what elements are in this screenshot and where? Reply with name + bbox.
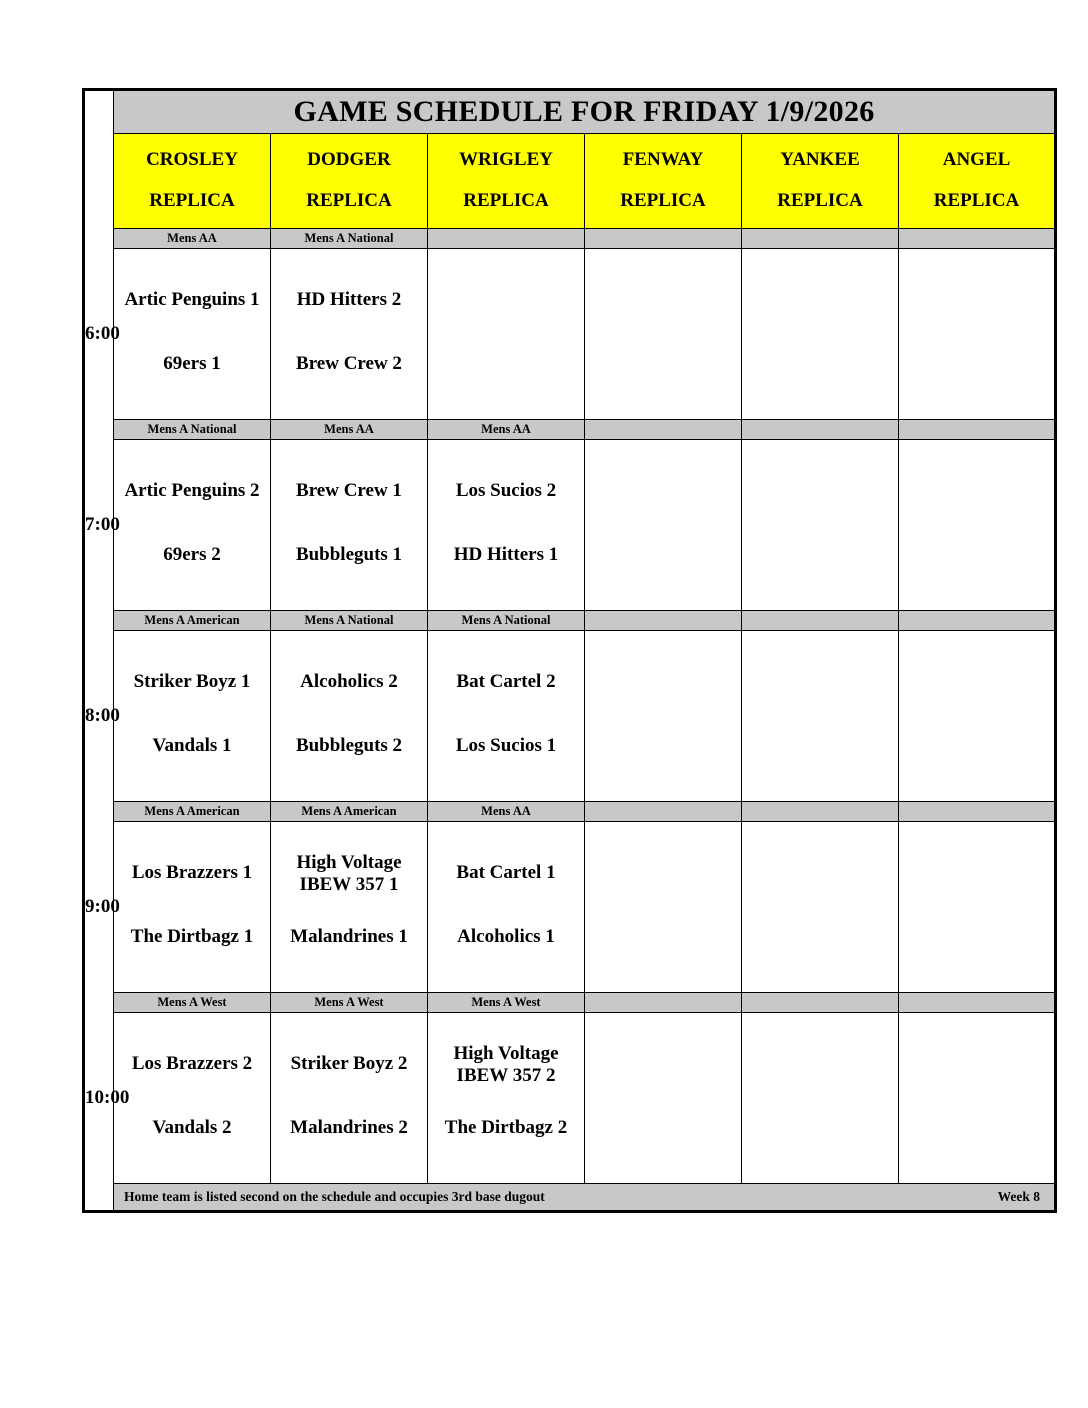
game-cell — [271, 249, 428, 420]
time-label-1000: 10:00 — [84, 1013, 114, 1184]
division-label: Mens AA — [271, 420, 428, 440]
game-cell-empty — [585, 440, 742, 611]
home-team: HD Hitters 1 — [453, 544, 559, 565]
division-label — [899, 611, 1056, 631]
footer-row — [84, 1184, 1056, 1212]
division-label — [585, 420, 742, 440]
home-team: Alcoholics 1 — [457, 926, 555, 947]
game-cell-empty — [585, 631, 742, 802]
division-label: Mens A West — [271, 993, 428, 1013]
game-row-1000 — [84, 1013, 1056, 1184]
division-row-800 — [84, 611, 1056, 631]
game-cell-empty — [899, 822, 1056, 993]
time-label-700: 7:00 — [84, 440, 114, 611]
home-team: 69ers 2 — [163, 544, 221, 565]
time-label-600: 6:00 — [84, 249, 114, 420]
field-sub: REPLICA — [777, 190, 863, 211]
game-row-800 — [84, 631, 1056, 802]
division-label — [428, 229, 585, 249]
home-team: Malandrines 1 — [290, 925, 408, 947]
game-row-700 — [84, 440, 1056, 611]
home-team: Malandrines 2 — [290, 1117, 408, 1138]
division-label — [585, 611, 742, 631]
home-team: 69ers 1 — [163, 353, 221, 374]
division-label — [742, 802, 899, 822]
away-team: Los Brazzers 1 — [131, 862, 253, 883]
division-label: Mens AA — [428, 802, 585, 822]
field-header-angel — [899, 134, 1056, 229]
game-cell — [428, 440, 585, 611]
game-cell-empty — [899, 249, 1056, 420]
field-sub: REPLICA — [620, 190, 706, 211]
division-label: Mens A American — [114, 611, 271, 631]
away-team: HD Hitters 2 — [296, 289, 402, 310]
away-team: Los Brazzers 2 — [131, 1053, 253, 1074]
page-title: GAME SCHEDULE FOR FRIDAY 1/9/2026 — [114, 90, 1056, 134]
game-cell-empty — [742, 822, 899, 993]
schedule-footer — [114, 1184, 1056, 1212]
field-header-crosley — [114, 134, 271, 229]
division-row-corner — [84, 420, 114, 440]
division-row-corner — [84, 611, 114, 631]
game-cell-empty — [899, 631, 1056, 802]
game-cell-empty — [428, 249, 585, 420]
division-label — [585, 802, 742, 822]
away-team: Bat Cartel 1 — [456, 862, 556, 883]
division-label — [585, 229, 742, 249]
field-header-wrigley — [428, 134, 585, 229]
away-team: Bat Cartel 2 — [456, 671, 556, 692]
game-cell — [114, 440, 271, 611]
division-label — [899, 420, 1056, 440]
game-schedule-table — [82, 88, 1057, 1213]
away-team: Alcoholics 2 — [300, 671, 398, 692]
game-cell-empty — [585, 1013, 742, 1184]
away-team: Artic Penguins 2 — [124, 480, 260, 501]
division-label: Mens A National — [271, 229, 428, 249]
title-row — [84, 90, 1056, 134]
home-team: Vandals 1 — [152, 735, 232, 756]
game-cell-empty — [585, 822, 742, 993]
field-sub: REPLICA — [306, 190, 392, 211]
division-row-corner — [84, 993, 114, 1013]
division-label — [899, 993, 1056, 1013]
home-team: Bubbleguts 2 — [295, 735, 403, 756]
field-name: CROSLEY — [146, 149, 238, 171]
game-cell — [271, 631, 428, 802]
field-header-row — [84, 134, 1056, 229]
away-team: High Voltage IBEW 357 2 — [453, 1043, 559, 1086]
title-row-corner — [84, 90, 114, 134]
division-label: Mens A American — [114, 802, 271, 822]
division-label: Mens AA — [428, 420, 585, 440]
away-team: Brew Crew 1 — [296, 480, 402, 501]
division-label: Mens AA — [114, 229, 271, 249]
game-cell — [114, 631, 271, 802]
field-name: DODGER — [307, 149, 391, 171]
home-team: The Dirtbagz 1 — [130, 926, 254, 947]
game-cell — [428, 1013, 585, 1184]
away-team: Striker Boyz 2 — [290, 1053, 408, 1074]
field-name: FENWAY — [622, 149, 704, 171]
division-label: Mens A West — [114, 993, 271, 1013]
field-header-fenway — [585, 134, 742, 229]
division-row-1000 — [84, 993, 1056, 1013]
division-label: Mens A West — [428, 993, 585, 1013]
division-label — [742, 993, 899, 1013]
home-team: Vandals 2 — [152, 1117, 232, 1138]
game-cell — [271, 1013, 428, 1184]
division-row-900 — [84, 802, 1056, 822]
footer-note: Home team is listed second on the schedule and occupies 3rd base dugout — [124, 1189, 545, 1204]
division-label — [899, 229, 1056, 249]
field-sub: REPLICA — [933, 190, 1020, 211]
away-team: Los Sucios 2 — [455, 480, 557, 501]
home-team: Los Sucios 1 — [455, 735, 557, 756]
field-header-dodger — [271, 134, 428, 229]
away-team: Artic Penguins 1 — [124, 289, 260, 310]
field-name: WRIGLEY — [459, 149, 553, 171]
game-cell — [271, 440, 428, 611]
game-cell — [114, 822, 271, 993]
time-label-800: 8:00 — [84, 631, 114, 802]
division-label: Mens A American — [271, 802, 428, 822]
game-row-900 — [84, 822, 1056, 993]
division-row-600 — [84, 229, 1056, 249]
game-cell-empty — [742, 440, 899, 611]
field-sub: REPLICA — [463, 190, 549, 211]
game-cell-empty — [899, 1013, 1056, 1184]
game-cell-empty — [899, 440, 1056, 611]
division-label: Mens A National — [428, 611, 585, 631]
field-header-corner — [84, 134, 114, 229]
division-row-700 — [84, 420, 1056, 440]
game-cell-empty — [585, 249, 742, 420]
game-cell — [428, 631, 585, 802]
division-label: Mens A National — [114, 420, 271, 440]
game-cell — [114, 1013, 271, 1184]
game-cell-empty — [742, 631, 899, 802]
division-label: Mens A National — [271, 611, 428, 631]
away-team: Striker Boyz 1 — [133, 671, 251, 692]
division-label — [899, 802, 1056, 822]
division-label — [742, 229, 899, 249]
footer-row-corner — [84, 1184, 114, 1212]
home-team: The Dirtbagz 2 — [444, 1116, 568, 1138]
game-cell-empty — [742, 249, 899, 420]
division-label — [742, 611, 899, 631]
time-label-900: 9:00 — [84, 822, 114, 993]
division-row-corner — [84, 802, 114, 822]
division-row-corner — [84, 229, 114, 249]
game-cell — [271, 822, 428, 993]
division-label — [585, 993, 742, 1013]
game-cell — [428, 822, 585, 993]
game-cell-empty — [742, 1013, 899, 1184]
field-sub: REPLICA — [149, 190, 235, 211]
schedule-container — [82, 88, 1054, 1213]
game-row-600 — [84, 249, 1056, 420]
field-name: YANKEE — [780, 149, 860, 171]
footer-week: Week 8 — [997, 1189, 1041, 1204]
away-team: High Voltage IBEW 357 1 — [296, 852, 402, 895]
field-header-yankee — [742, 134, 899, 229]
field-name: ANGEL — [942, 149, 1011, 171]
home-team: Bubbleguts 1 — [295, 544, 403, 565]
division-label — [742, 420, 899, 440]
game-cell — [114, 249, 271, 420]
home-team: Brew Crew 2 — [296, 353, 402, 374]
